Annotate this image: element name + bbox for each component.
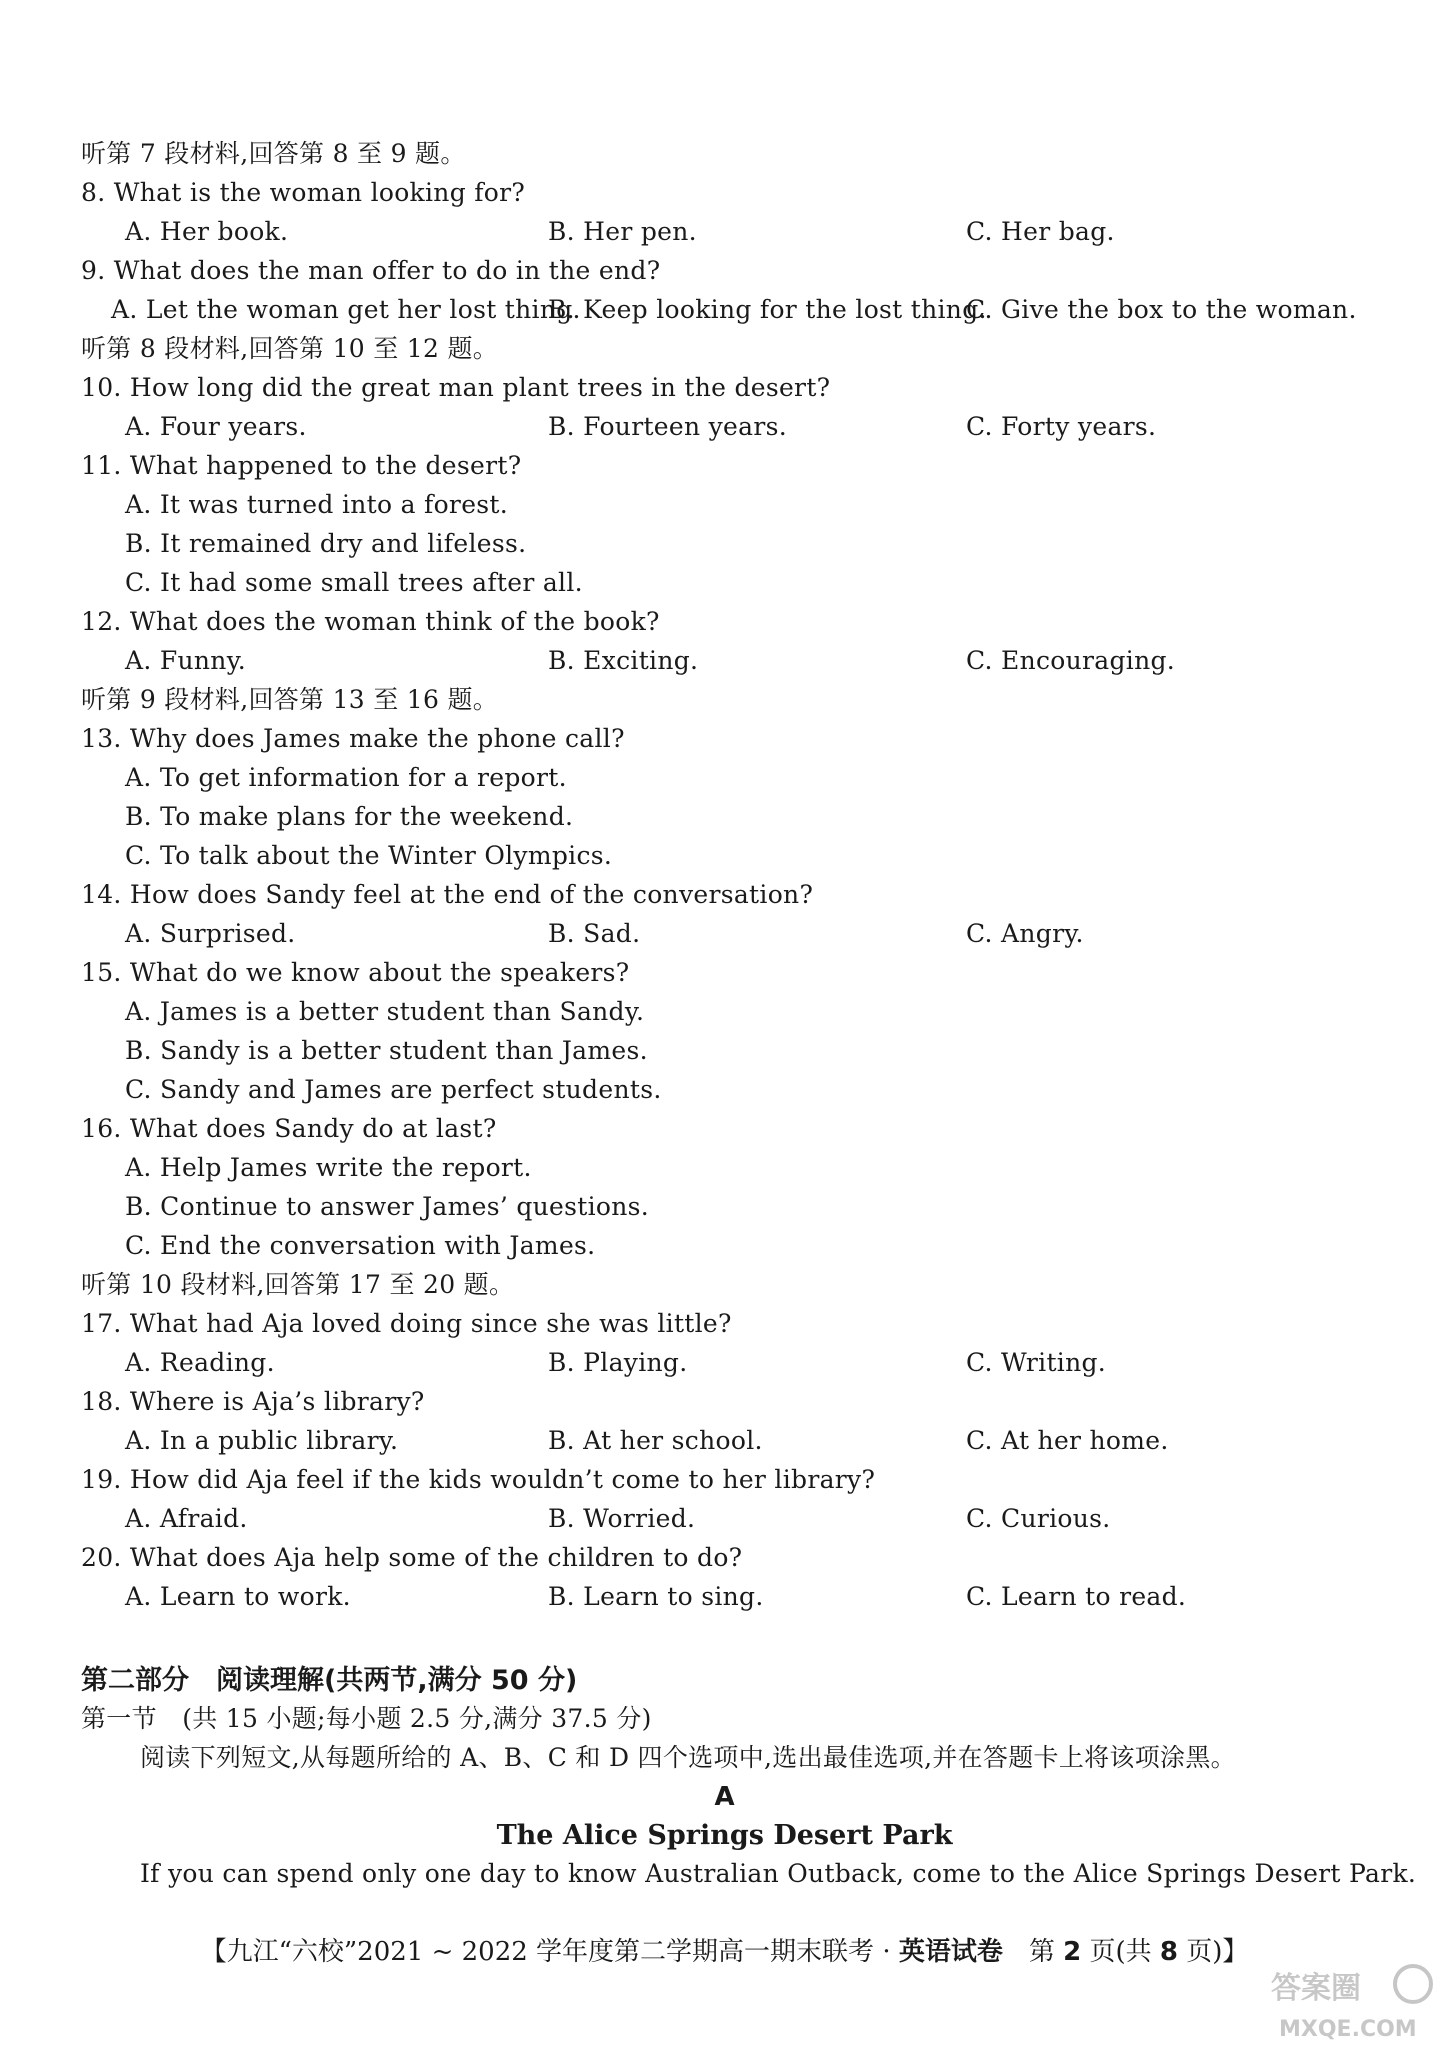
passage-first-line: If you can spend only one day to know Australian Outback, come to the Alice Springs Desert Park. [140, 1859, 1417, 1888]
question-18-option-a: A. In a public library. [125, 1426, 399, 1455]
section-heading-7: 听第 7 段材料,回答第 8 至 9 题。 [81, 139, 466, 168]
question-8-option-c: C. Her bag. [966, 217, 1115, 246]
question-16-option-c: C. End the conversation with James. [125, 1231, 596, 1260]
question-10-stem: 10. How long did the great man plant trees in the desert? [81, 373, 831, 402]
question-15-stem: 15. What do we know about the speakers? [81, 958, 630, 987]
question-16-option-a: A. Help James write the report. [125, 1153, 532, 1182]
question-9-stem: 9. What does the man offer to do in the end? [81, 256, 661, 285]
question-15-option-c: C. Sandy and James are perfect students. [125, 1075, 662, 1104]
question-20-option-b: B. Learn to sing. [548, 1582, 764, 1611]
question-17-option-b: B. Playing. [548, 1348, 688, 1377]
section-heading-10: 听第 10 段材料,回答第 17 至 20 题。 [81, 1270, 515, 1299]
question-18-stem: 18. Where is Aja’s library? [81, 1387, 425, 1416]
watermark-svg [1263, 1960, 1443, 2044]
part-two-title: 第二部分 阅读理解(共两节,满分 50 分) [81, 1665, 578, 1696]
section-heading-9: 听第 9 段材料,回答第 13 至 16 题。 [81, 685, 499, 714]
question-19-option-b: B. Worried. [548, 1504, 696, 1533]
footer-page-suffix: 页)】 [1178, 1937, 1249, 1967]
question-15-option-a: A. James is a better student than Sandy. [125, 997, 645, 1026]
question-9-option-a: A. Let the woman get her lost thing. [111, 295, 581, 324]
question-19-stem: 19. How did Aja feel if the kids wouldn’t come to her library? [81, 1465, 876, 1494]
question-14-option-a: A. Surprised. [125, 919, 296, 948]
watermark-top-text: 答案圈 [1271, 1971, 1361, 2006]
question-10-option-b: B. Fourteen years. [548, 412, 787, 441]
question-13-option-a: A. To get information for a report. [125, 763, 567, 792]
footer-page-number: 2 [1063, 1937, 1082, 1967]
question-8-option-a: A. Her book. [125, 217, 289, 246]
question-10-option-a: A. Four years. [125, 412, 307, 441]
question-9-option-c: C. Give the box to the woman. [966, 295, 1357, 324]
watermark-logo [1263, 1960, 1443, 2044]
question-19-option-a: A. Afraid. [125, 1504, 248, 1533]
footer-subject: 英语试卷 [898, 1937, 1003, 1967]
question-14-option-c: C. Angry. [966, 919, 1084, 948]
question-11-option-c: C. It had some small trees after all. [125, 568, 583, 597]
question-18-option-b: B. At her school. [548, 1426, 763, 1455]
page-footer [0, 1935, 1449, 1969]
footer-page-middle: 页(共 [1081, 1937, 1160, 1967]
question-17-stem: 17. What had Aja loved doing since she was little? [81, 1309, 732, 1338]
question-17-option-c: C. Writing. [966, 1348, 1107, 1377]
watermark-circle-icon [1395, 1966, 1431, 2002]
question-10-option-c: C. Forty years. [966, 412, 1157, 441]
question-11-option-a: A. It was turned into a forest. [125, 490, 509, 519]
passage-letter: A [714, 1782, 735, 1812]
question-14-option-b: B. Sad. [548, 919, 641, 948]
section-one-heading: 第一节 (共 15 小题;每小题 2.5 分,满分 37.5 分) [81, 1704, 652, 1733]
footer-exam-name: 【九江“六校”2021 ~ 2022 学年度第二学期高一期末联考 · [200, 1937, 899, 1967]
question-20-option-c: C. Learn to read. [966, 1582, 1187, 1611]
question-17-option-a: A. Reading. [125, 1348, 275, 1377]
question-13-stem: 13. Why does James make the phone call? [81, 724, 625, 753]
question-11-option-b: B. It remained dry and lifeless. [125, 529, 527, 558]
question-12-stem: 12. What does the woman think of the book? [81, 607, 660, 636]
watermark-bottom-text: MXQE.COM [1279, 2017, 1417, 2042]
question-16-stem: 16. What does Sandy do at last? [81, 1114, 497, 1143]
question-12-option-a: A. Funny. [125, 646, 247, 675]
question-20-option-a: A. Learn to work. [125, 1582, 351, 1611]
question-14-stem: 14. How does Sandy feel at the end of the conversation? [81, 880, 814, 909]
question-18-option-c: C. At her home. [966, 1426, 1169, 1455]
section-heading-8: 听第 8 段材料,回答第 10 至 12 题。 [81, 334, 499, 363]
question-16-option-b: B. Continue to answer James’ questions. [125, 1192, 650, 1221]
question-9-option-b: B. Keep looking for the lost thing. [548, 295, 987, 324]
question-12-option-b: B. Exciting. [548, 646, 699, 675]
question-8-stem: 8. What is the woman looking for? [81, 178, 526, 207]
footer-page-prefix: 第 [1002, 1937, 1064, 1967]
question-11-stem: 11. What happened to the desert? [81, 451, 522, 480]
passage-title: The Alice Springs Desert Park [496, 1820, 953, 1851]
question-13-option-b: B. To make plans for the weekend. [125, 802, 574, 831]
question-19-option-c: C. Curious. [966, 1504, 1111, 1533]
question-8-option-b: B. Her pen. [548, 217, 697, 246]
footer-page-total: 8 [1159, 1937, 1179, 1967]
reading-instruction: 阅读下列短文,从每题所给的 A、B、C 和 D 四个选项中,选出最佳选项,并在答题卡上将该项涂黑。 [140, 1743, 1236, 1772]
question-20-stem: 20. What does Aja help some of the children to do? [81, 1543, 743, 1572]
question-13-option-c: C. To talk about the Winter Olympics. [125, 841, 613, 870]
question-12-option-c: C. Encouraging. [966, 646, 1176, 675]
question-15-option-b: B. Sandy is a better student than James. [125, 1036, 648, 1065]
